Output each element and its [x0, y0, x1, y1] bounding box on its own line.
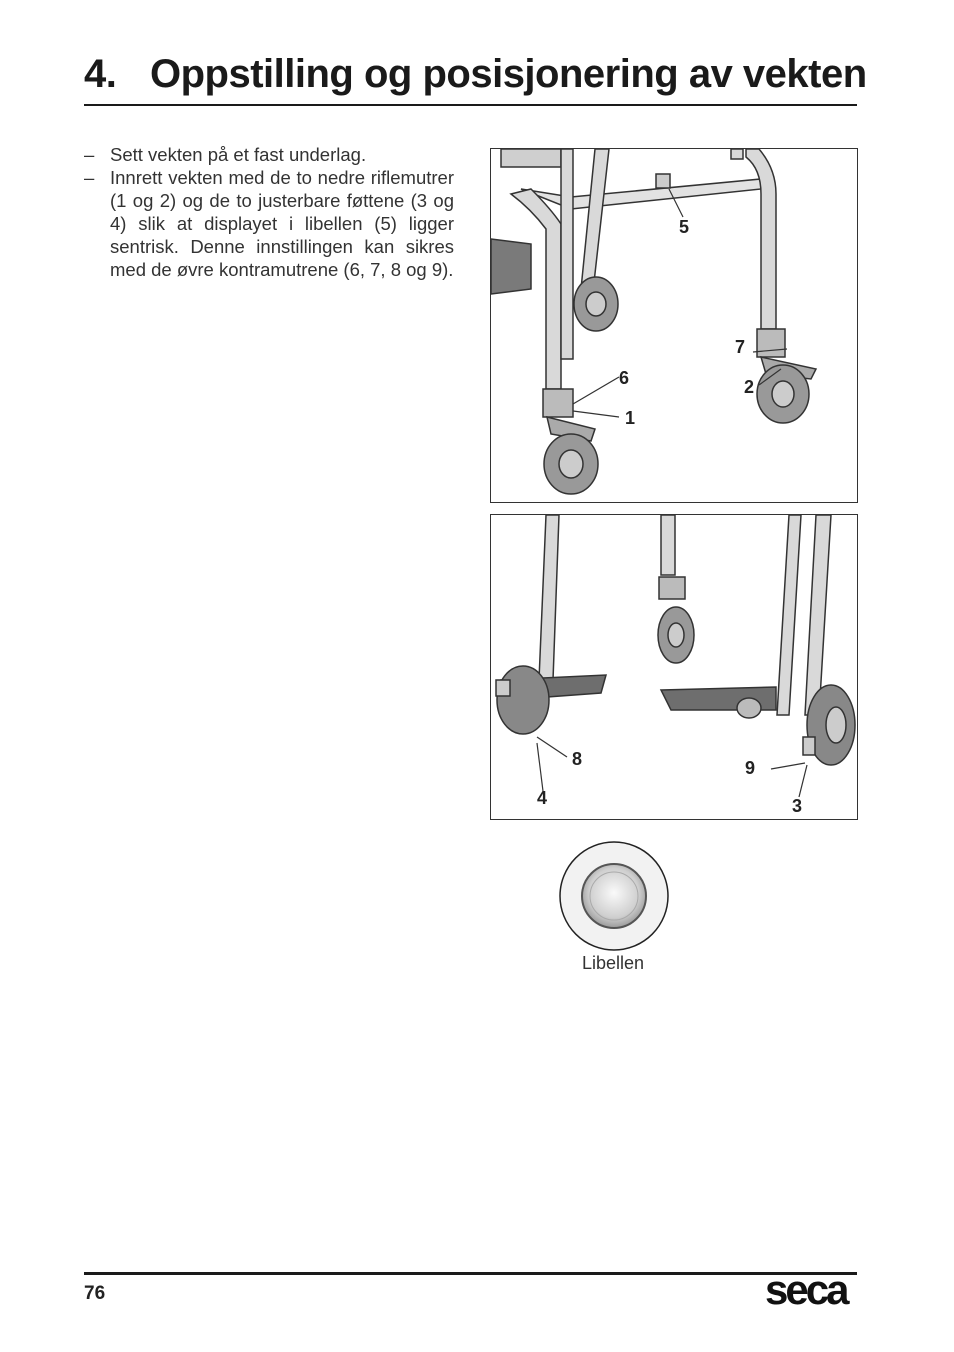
title-divider — [84, 104, 857, 106]
callout-5: 5 — [679, 217, 690, 237]
callout-8: 8 — [572, 749, 583, 769]
section-title: Oppstilling og posisjonering av vekten — [150, 52, 867, 96]
callout-4: 4 — [537, 788, 548, 808]
figure-casters — [490, 148, 858, 503]
callout-1: 1 — [625, 408, 636, 428]
instruction-list — [84, 143, 454, 281]
callout-2: 2 — [744, 377, 755, 397]
page-number: 76 — [84, 1283, 106, 1304]
callout-6: 6 — [619, 368, 630, 388]
figure-feet — [490, 514, 858, 820]
page-title — [84, 52, 867, 97]
instruction-item: – Innrett vekten med de to nedre riflemutrer (1 og 2) og de to justerbare føttene (3 og 4) slik at displayet i libellen (5) ligger sentrisk. Denne innstillingen kan sikres med de øvre kontramutrene (6, 7, 8 og 9). — [84, 166, 454, 281]
brand-logo: seca — [765, 1266, 847, 1313]
level-caption: Libellen — [581, 953, 645, 973]
feet-drawing — [491, 515, 857, 819]
instruction-item: – Sett vekten på et fast underlag. — [84, 143, 454, 166]
section-number: 4. — [84, 52, 117, 96]
spirit-level-icon — [558, 840, 670, 957]
footer-divider — [84, 1272, 857, 1275]
casters-drawing — [491, 149, 857, 502]
callout-7: 7 — [735, 337, 746, 357]
callout-9: 9 — [745, 758, 756, 778]
callout-3: 3 — [792, 796, 803, 816]
